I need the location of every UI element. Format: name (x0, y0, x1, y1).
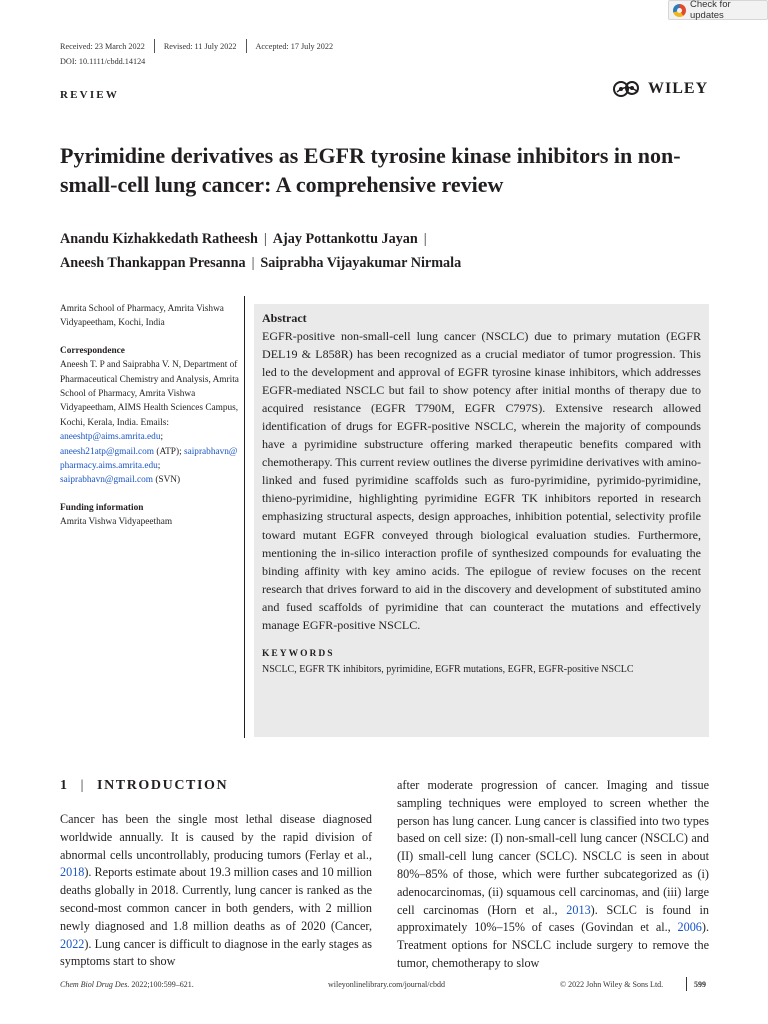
date-divider (154, 39, 155, 53)
section-label: REVIEW (60, 89, 120, 101)
body-text: ). SCLC is found in approximately 10%–15% of cases (Govindan et al., (397, 902, 709, 935)
body-text: ). Reports estimate about 19.3 million cases and 10 million deaths globally in 2018. Currently, lung cancer is ranked as the second-most common cancer in both genders, with 2 million newly diagnosed and 1.8 million deaths as of 2020 (Cancer, (60, 865, 372, 933)
citation-link[interactable]: 2018 (60, 865, 85, 880)
emails-label: Emails: (140, 417, 169, 428)
email-link[interactable]: saiprabhavn@gmail.com (60, 475, 153, 486)
date-divider (246, 39, 247, 53)
body-text: ). Lung cancer is difficult to diagnose in the early stages as symptoms start to show (60, 936, 372, 969)
body-column-left (60, 811, 372, 971)
correspondence-address: Aneesh T. P and Saiprabha V. N, Department of Pharmaceutical Chemistry and Analysis, Amrita School of Pharmacy, Amrita Vishwa Vidyapeetham, AIMS Health Sciences Campus, Kochi, Kerala, India. (60, 360, 239, 428)
author-name[interactable]: Ajay Pottankottu Jayan (272, 231, 418, 247)
received-date: Received: 23 March 2022 (60, 41, 145, 51)
funding-text: Amrita Vishwa Vidyapeetham (60, 517, 173, 528)
funding-heading: Funding information (60, 502, 144, 513)
body-text: after moderate progression of cancer. Imaging and tissue sampling techniques were employed to screen whether the person has lung cancer. Lung cancer is classified into two types based on cell size: (I) non-small-cell lung cancer (NSCLC) and (II) small-cell lung cancer (SCLC). NSCLC is seen in about 80%–85% of those, which were further subcategorized as (i) adenocarcinomas, (ii) squamous cell carcinomas, and (iii) large cell carcinomas (Horn et al., (397, 778, 709, 917)
article-info-column (60, 302, 240, 530)
section-title: INTRODUCTION (97, 778, 229, 793)
revised-date: Revised: 11 July 2022 (163, 41, 237, 51)
journal-name: Chem Biol Drug Des. (60, 980, 130, 989)
author-name[interactable]: Anandu Kizhakkedath Ratheesh (60, 231, 258, 247)
abstract-box (254, 304, 709, 737)
publisher-logo[interactable] (612, 80, 708, 98)
author-name[interactable]: Aneesh Thankappan Presanna (60, 255, 246, 271)
check-for-updates-label: Check for updates (689, 0, 731, 21)
section-number: 1 (60, 778, 69, 793)
column-divider (244, 296, 245, 738)
accepted-date: Accepted: 17 July 2022 (255, 41, 334, 51)
author-name[interactable]: Saiprabha Vijayakumar Nirmala (260, 255, 462, 271)
abstract-heading: Abstract (262, 311, 307, 325)
keywords-heading: KEYWORDS (262, 648, 335, 659)
citation-details: 2022;100:599–621. (129, 980, 194, 989)
email-initials: (SVN) (155, 475, 181, 486)
wiley-mark-icon (612, 80, 642, 98)
footer-url[interactable]: wileyonlinelibrary.com/journal/cbdd (328, 980, 446, 989)
affiliation: Amrita School of Pharmacy, Amrita Vishwa Vidyapeetham, Kochi, India (60, 304, 224, 329)
page-number: 599 (694, 980, 706, 989)
email-link[interactable]: aneesh21atp@gmail.com (60, 446, 155, 457)
abstract-body: EGFR-positive non-small-cell lung cancer (NSCLC) due to primary mutation (EGFR DEL19 & L858R) has been recognized as a crucial mediator of tumor progression. This led to the development and approval of EGFR tyrosine kinase inhibitors, which addresses EGFR-mediated NSCLC but fail to show potency after initial months of therapy due to acquired resistance (EGFR T790M, EGFR C797S). Extensive research allowed identification of drugs for EGFR-positive NSCLC, wherein the majority of compounds have a pyrimidine substructure offering marked therapeutic benefits compared with chemotherapy. This current review outlines the diverse pyrimidine derivatives with amino-linked and fused pyrimidine scaffolds such as furo-pyrimidine, pyrimido-pyrimidine, thieno-pyrimidine, highlighting pyrimidine EGFR TK inhibitors reported in research emphasizing structural aspects, design approaches, inhibition potential, selectivity profile toward mutant EGFR conveyed through biological evaluation studies. Furthermore, mentioning the in-silico interaction profile of synthesized compounds for evaluating the binding affinity with key amino acids. The epilogue of review focuses on the recent research that drives forward to aid in the discovery and development of substituted amino and fused scaffolds of pyrimidine that can counteract the mutations and effectively manage EGFR-positive NSCLC. (262, 329, 701, 632)
footer-citation (60, 980, 194, 989)
body-text: Cancer has been the single most lethal disease diagnosed worldwide annually. It is caused by the rapid division of abnormal cells uncontrollably, producing tumors (Ferlay et al., (60, 812, 372, 862)
email-link[interactable]: aneeshtp@aims.amrita.edu (60, 432, 161, 443)
body-text: ). Treatment options for NSCLC include surgery to remove the tumor, chemotherapy to slow (397, 920, 709, 970)
citation-link[interactable]: 2006 (677, 920, 702, 935)
article-title: Pyrimidine derivatives as EGFR tyrosine kinase inhibitors in non-small-cell lung cancer: A comprehensive review (60, 143, 681, 197)
correspondence-text: Aneesh T. P and Saiprabha V. N, Department of Pharmaceutical Chemistry and Analysis, Amrita School of Pharmacy, Amrita Vishwa Vidyapeetham, AIMS Health Sciences Campus, Kochi, Kerala, India. Emails: aneeshtp@aims.amrita.edu; aneesh21atp@gmail.com (ATP); saiprabhavn@pharmacy.aims.amrita.edu; saiprabhavn@gmail.com (SVN) (60, 360, 239, 486)
footer-divider (686, 977, 687, 991)
article-dates (60, 39, 333, 53)
citation-link[interactable]: 2013 (566, 902, 591, 917)
body-column-right (397, 777, 709, 973)
email-link[interactable]: saiprabhavn@pharmacy.aims.amrita.edu (60, 446, 238, 472)
crossmark-icon (673, 4, 686, 17)
doi[interactable]: DOI: 10.1111/cbdd.14124 (60, 57, 146, 66)
correspondence-heading: Correspondence (60, 345, 125, 356)
section-heading: 1 | INTRODUCTION (60, 778, 229, 793)
keywords-list: NSCLC, EGFR TK inhibitors, pyrimidine, EGFR mutations, EGFR, EGFR-positive NSCLC (262, 663, 634, 675)
check-for-updates-button[interactable] (668, 0, 768, 20)
citation-link[interactable]: 2022 (60, 936, 85, 951)
publisher-name: WILEY (648, 80, 709, 97)
author-list: Anandu Kizhakkedath Ratheesh | Ajay Pottankottu Jayan | Aneesh Thankappan Presanna | Saiprabha Vijayakumar Nirmala (60, 231, 462, 271)
email-initials: (ATP); (156, 446, 182, 457)
footer-copyright: © 2022 John Wiley & Sons Ltd. (560, 980, 664, 989)
